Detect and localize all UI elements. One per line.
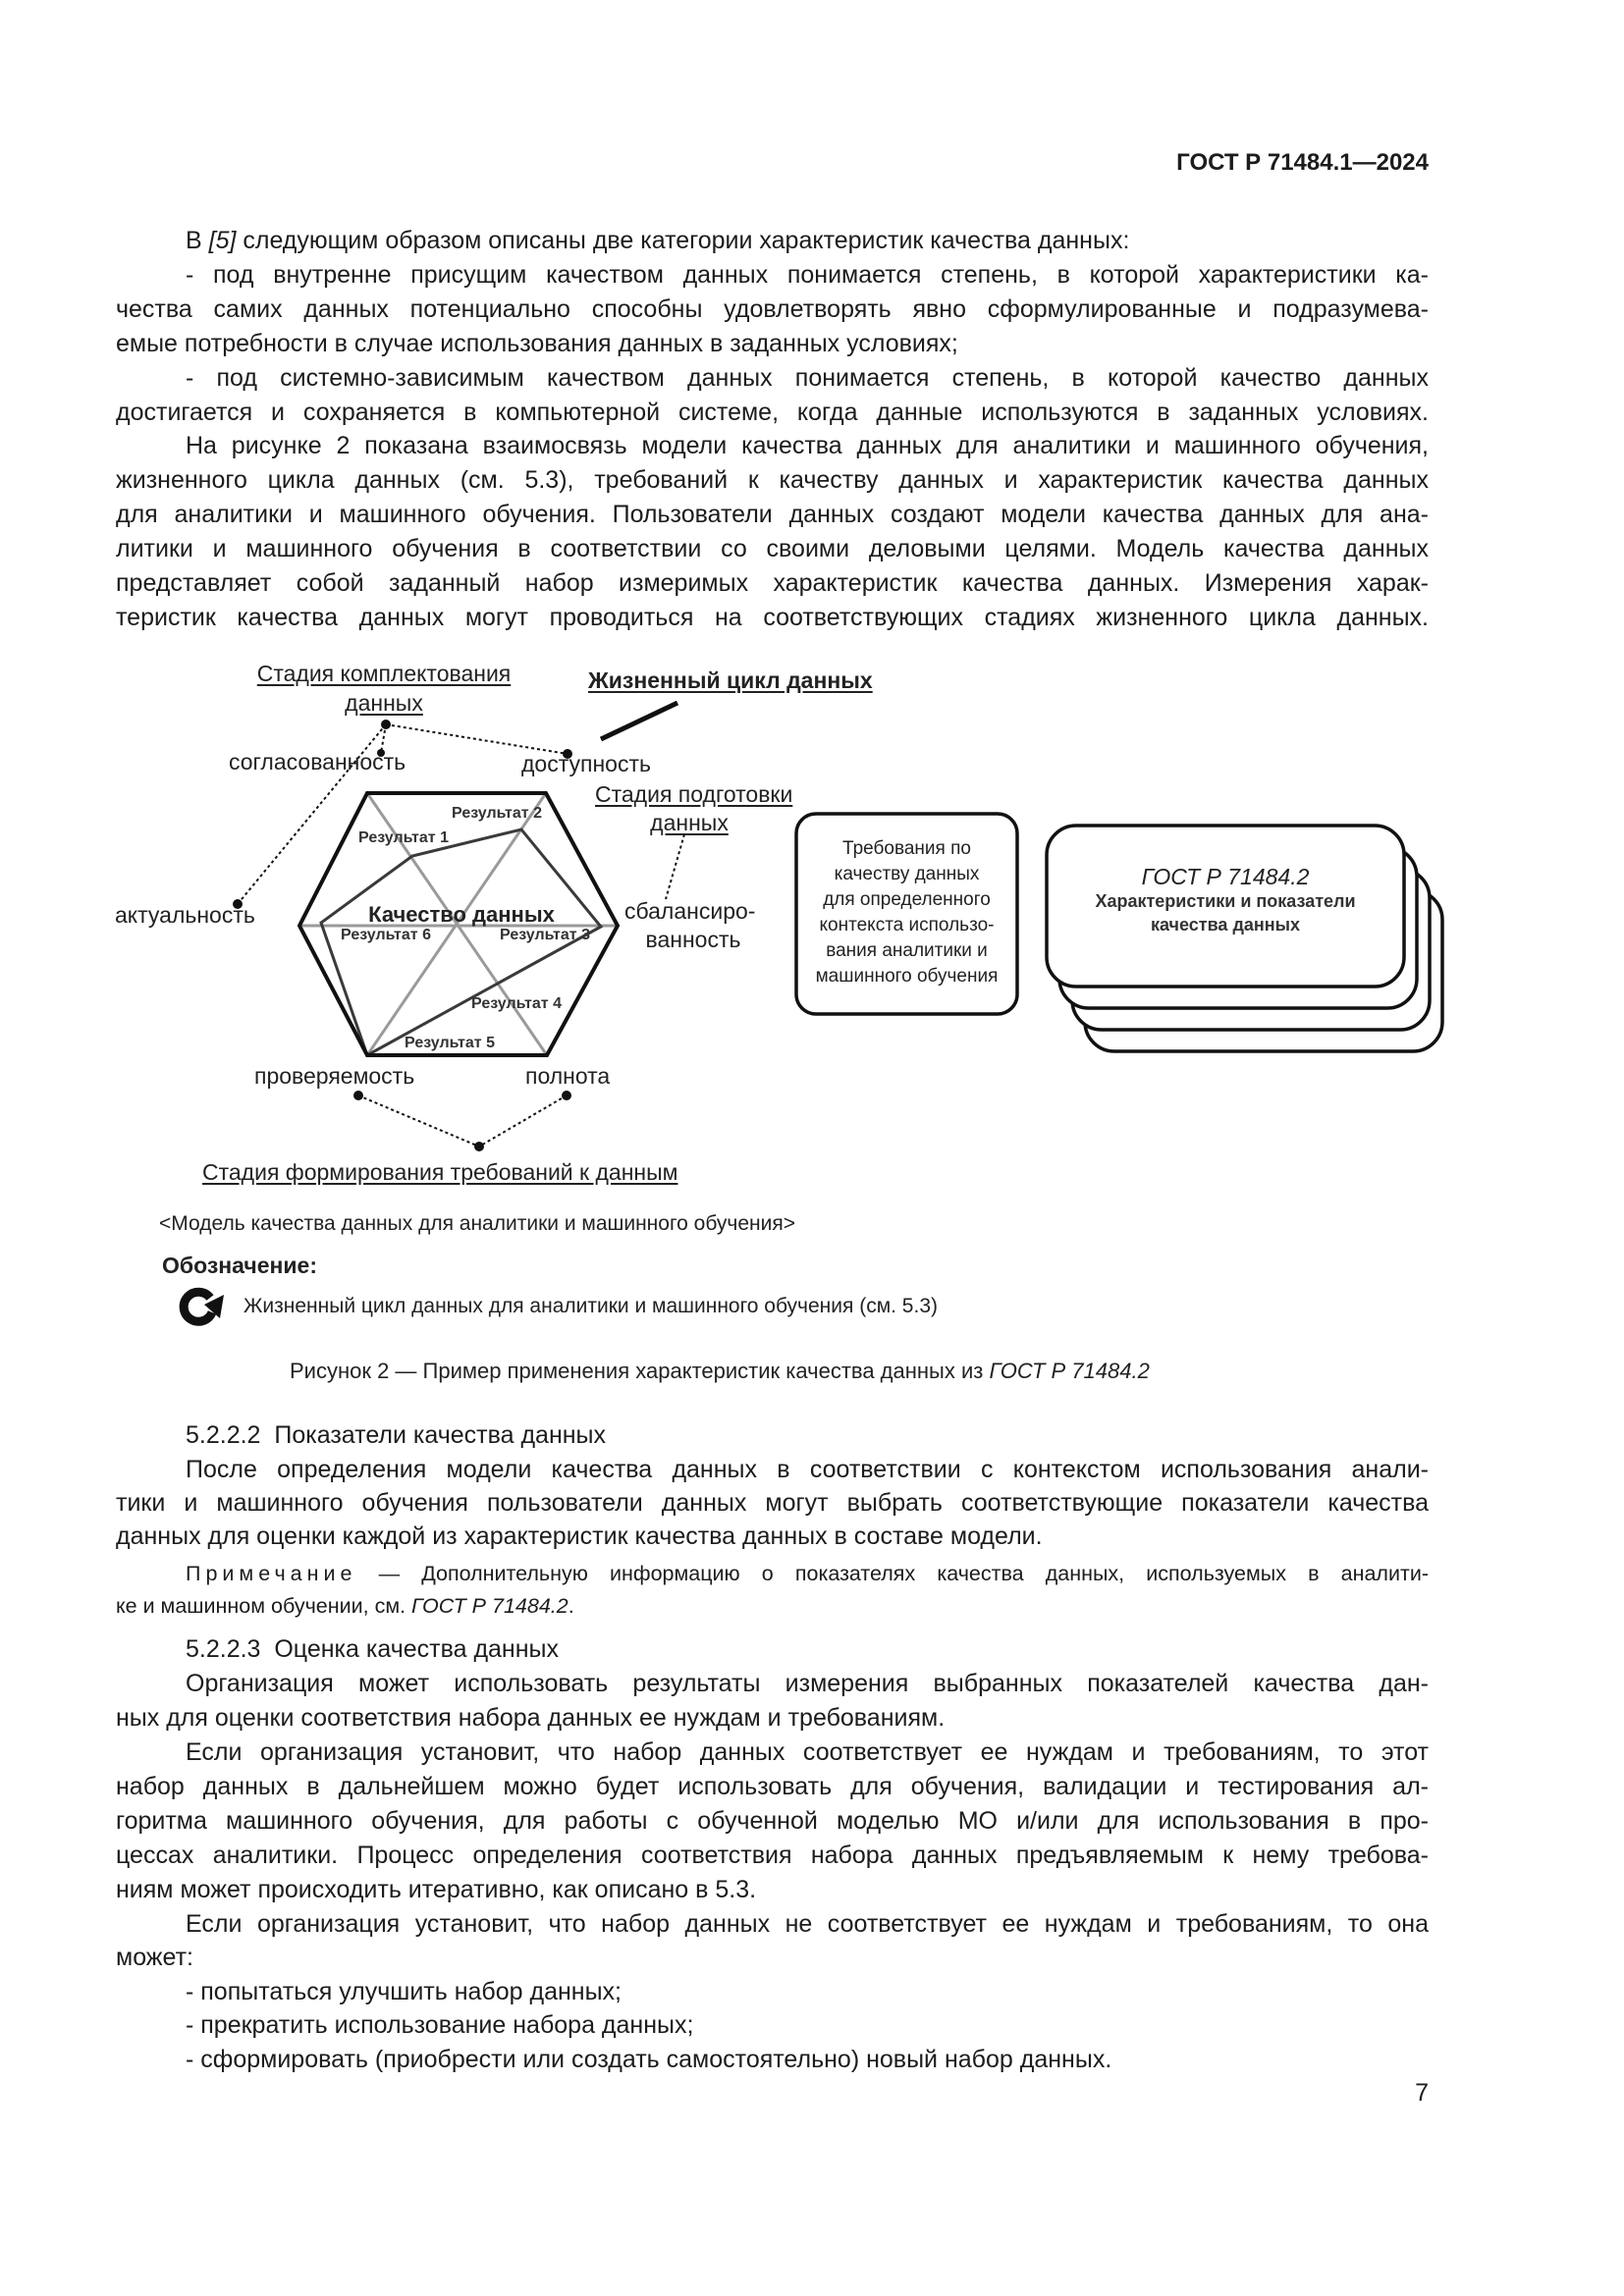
characteristic-balance-2: ванность xyxy=(645,927,741,952)
standard-card-line: Характеристики и показатели xyxy=(1095,891,1356,911)
lifecycle-legend-icon xyxy=(184,1292,224,1321)
line-text: ных для оценки соответствия набора данных ее нуждам и требованиям. xyxy=(116,1704,946,1732)
figure-caption xyxy=(290,1358,1150,1385)
line-text: В xyxy=(186,227,209,254)
line-text: достигается и сохраняется в компьютерной системе, когда данные используются в заданных условиях. xyxy=(116,398,1429,426)
line-text: После определения модели качества данных в соответствии с контекстом использования анали- xyxy=(186,1456,1429,1483)
requirements-line: качеству данных xyxy=(834,864,980,884)
characteristic-completeness: полнота xyxy=(525,1063,611,1089)
line-text: - под системно-зависимым качеством данных понимается степень, в которой качество данных xyxy=(186,363,1429,392)
reference-text: [5] xyxy=(208,227,237,254)
stage-acquisition-label: Стадия комплектования xyxy=(256,661,512,686)
reference-text: ГОСТ Р 71484.2 xyxy=(411,1594,568,1618)
standard-card-line: качества данных xyxy=(1150,915,1301,934)
line-text: следующим образом описаны две категории характеристик качества данных: xyxy=(236,227,1130,254)
line-text: емые потребности в случае использования данных в заданных условиях; xyxy=(116,329,958,357)
result-label-2: Результат 2 xyxy=(452,805,542,822)
characteristic-accessibility: доступность xyxy=(521,751,651,776)
stage-preparation-label: Стадия подготовки xyxy=(595,781,793,807)
line-text: теристик качества данных могут проводиться на соответствующих стадиях жизненного цикла данных. xyxy=(116,603,1429,631)
line-text: может: xyxy=(116,1944,194,1971)
lifecycle-title: Жизненный цикл данных xyxy=(588,667,873,693)
stage-requirements-label: Стадия формирования требований к данным xyxy=(202,1159,678,1185)
line-text: 5.2.2.3 Оценка качества данных xyxy=(186,1635,560,1663)
line-text: набор данных в дальнейшем можно будет использовать для обучения, валидации и тестирования ал- xyxy=(116,1773,1429,1800)
line-text: жизненного цикла данных (см. 5.3), требований к качеству данных и характеристик качества данных xyxy=(116,466,1429,495)
line-text: - под внутренне присущим качеством данных понимается степень, в которой характеристики ка- xyxy=(186,260,1429,289)
legend-item-lifecycle: Жизненный цикл данных для аналитики и машинного обучения (см. 5.3) xyxy=(244,1295,938,1317)
result-label-3: Результат 3 xyxy=(500,927,590,943)
characteristic-balance: сбалансиро- xyxy=(624,898,756,924)
requirements-line: Требования по xyxy=(842,838,971,859)
line-text: цессах аналитики. Процесс определения соответствия набора данных предъявляемым к нему требова- xyxy=(116,1842,1429,1869)
line-text: представляет собой заданный набор измеримых характеристик качества данных. Измерения харак- xyxy=(116,569,1429,597)
legend-title: Обозначение: xyxy=(162,1253,318,1278)
requirements-line: для определенного xyxy=(823,889,991,910)
lifecycle-pointer-line xyxy=(601,703,677,739)
characteristic-verifiability: проверяемость xyxy=(254,1063,415,1089)
data-quality-center-label: Качество данных xyxy=(368,902,555,927)
standard-card-text xyxy=(1047,864,1404,936)
figure-caption-ref: ГОСТ Р 71484.2 xyxy=(989,1359,1150,1383)
model-caption: <Модель качества данных для аналитики и машинного обучения> xyxy=(159,1212,795,1235)
figure-caption-text: Рисунок 2 — Пример применения характеристик качества данных из xyxy=(290,1359,990,1383)
requirements-line: контекста использо- xyxy=(819,915,995,935)
line-text: 5.2.2.2 Показатели качества данных xyxy=(186,1421,607,1449)
result-label-6: Результат 6 xyxy=(341,927,431,943)
line-text: чества самих данных потенциально способны удовлетворять явно сформулированные и подразумева- xyxy=(116,294,1429,323)
line-text: На рисунке 2 показана взаимосвязь модели качества данных для аналитики и машинного обучения, xyxy=(186,432,1429,460)
line-text: Организация может использовать результаты измерения выбранных показателей качества дан- xyxy=(186,1670,1429,1697)
line-text: - сформировать (приобрести или создать самостоятельно) новый набор данных. xyxy=(186,2046,1112,2073)
standard-card-stack xyxy=(1047,826,1442,1051)
requirements-line: вания аналитики и xyxy=(826,940,988,961)
stage-preparation-label-2: данных xyxy=(650,810,729,835)
line-text: Если организация установит, что набор данных не соответствует ее нуждам и требованиям, то она xyxy=(186,1910,1429,1938)
line-text: Примечание xyxy=(186,1562,357,1585)
requirements-box-text xyxy=(796,836,1017,989)
line-text: Если организация установит, что набор данных соответствует ее нуждам и требованиям, то этот xyxy=(186,1738,1429,1766)
requirements-line: машинного обучения xyxy=(815,966,999,987)
result-label-1: Результат 1 xyxy=(358,829,449,846)
line-text: ниям может происходить итеративно, как описано в 5.3. xyxy=(116,1876,757,1903)
line-text: данных для оценки каждой из характеристик качества данных в составе модели. xyxy=(116,1522,1043,1550)
page-number: 7 xyxy=(1415,2079,1429,2107)
result-label-5: Результат 5 xyxy=(405,1035,495,1051)
line-text: - попытаться улучшить набор данных; xyxy=(186,1978,623,2005)
characteristic-consistency: согласованность xyxy=(229,749,406,774)
line-text: литики и машинного обучения в соответствии со своими деловыми целями. Модель качества данных xyxy=(116,535,1429,563)
line-text: — Дополнительную информацию о показателях качества данных, используемых в аналити- xyxy=(356,1562,1429,1585)
line-text: горитма машинного обучения, для работы с обученной моделью МО и/или для использования в про- xyxy=(116,1807,1429,1835)
line-text: для аналитики и машинного обучения. Пользователи данных создают модели качества данных для ана- xyxy=(116,501,1429,529)
line-text: тики и машинного обучения пользователи данных могут выбрать соответствующие показатели качества xyxy=(116,1489,1429,1517)
stage-acquisition-label-2: данных xyxy=(345,690,423,716)
line-text: . xyxy=(568,1594,574,1618)
result-label-4: Результат 4 xyxy=(471,995,562,1012)
line-text: - прекратить использование набора данных; xyxy=(186,2011,694,2039)
characteristic-currency: актуальность xyxy=(115,902,255,928)
line-text: ке и машинном обучении, см. xyxy=(116,1594,412,1618)
document-code-header: ГОСТ Р 71484.1—2024 xyxy=(1176,149,1429,176)
standard-card-ref: ГОСТ Р 71484.2 xyxy=(1141,864,1310,889)
